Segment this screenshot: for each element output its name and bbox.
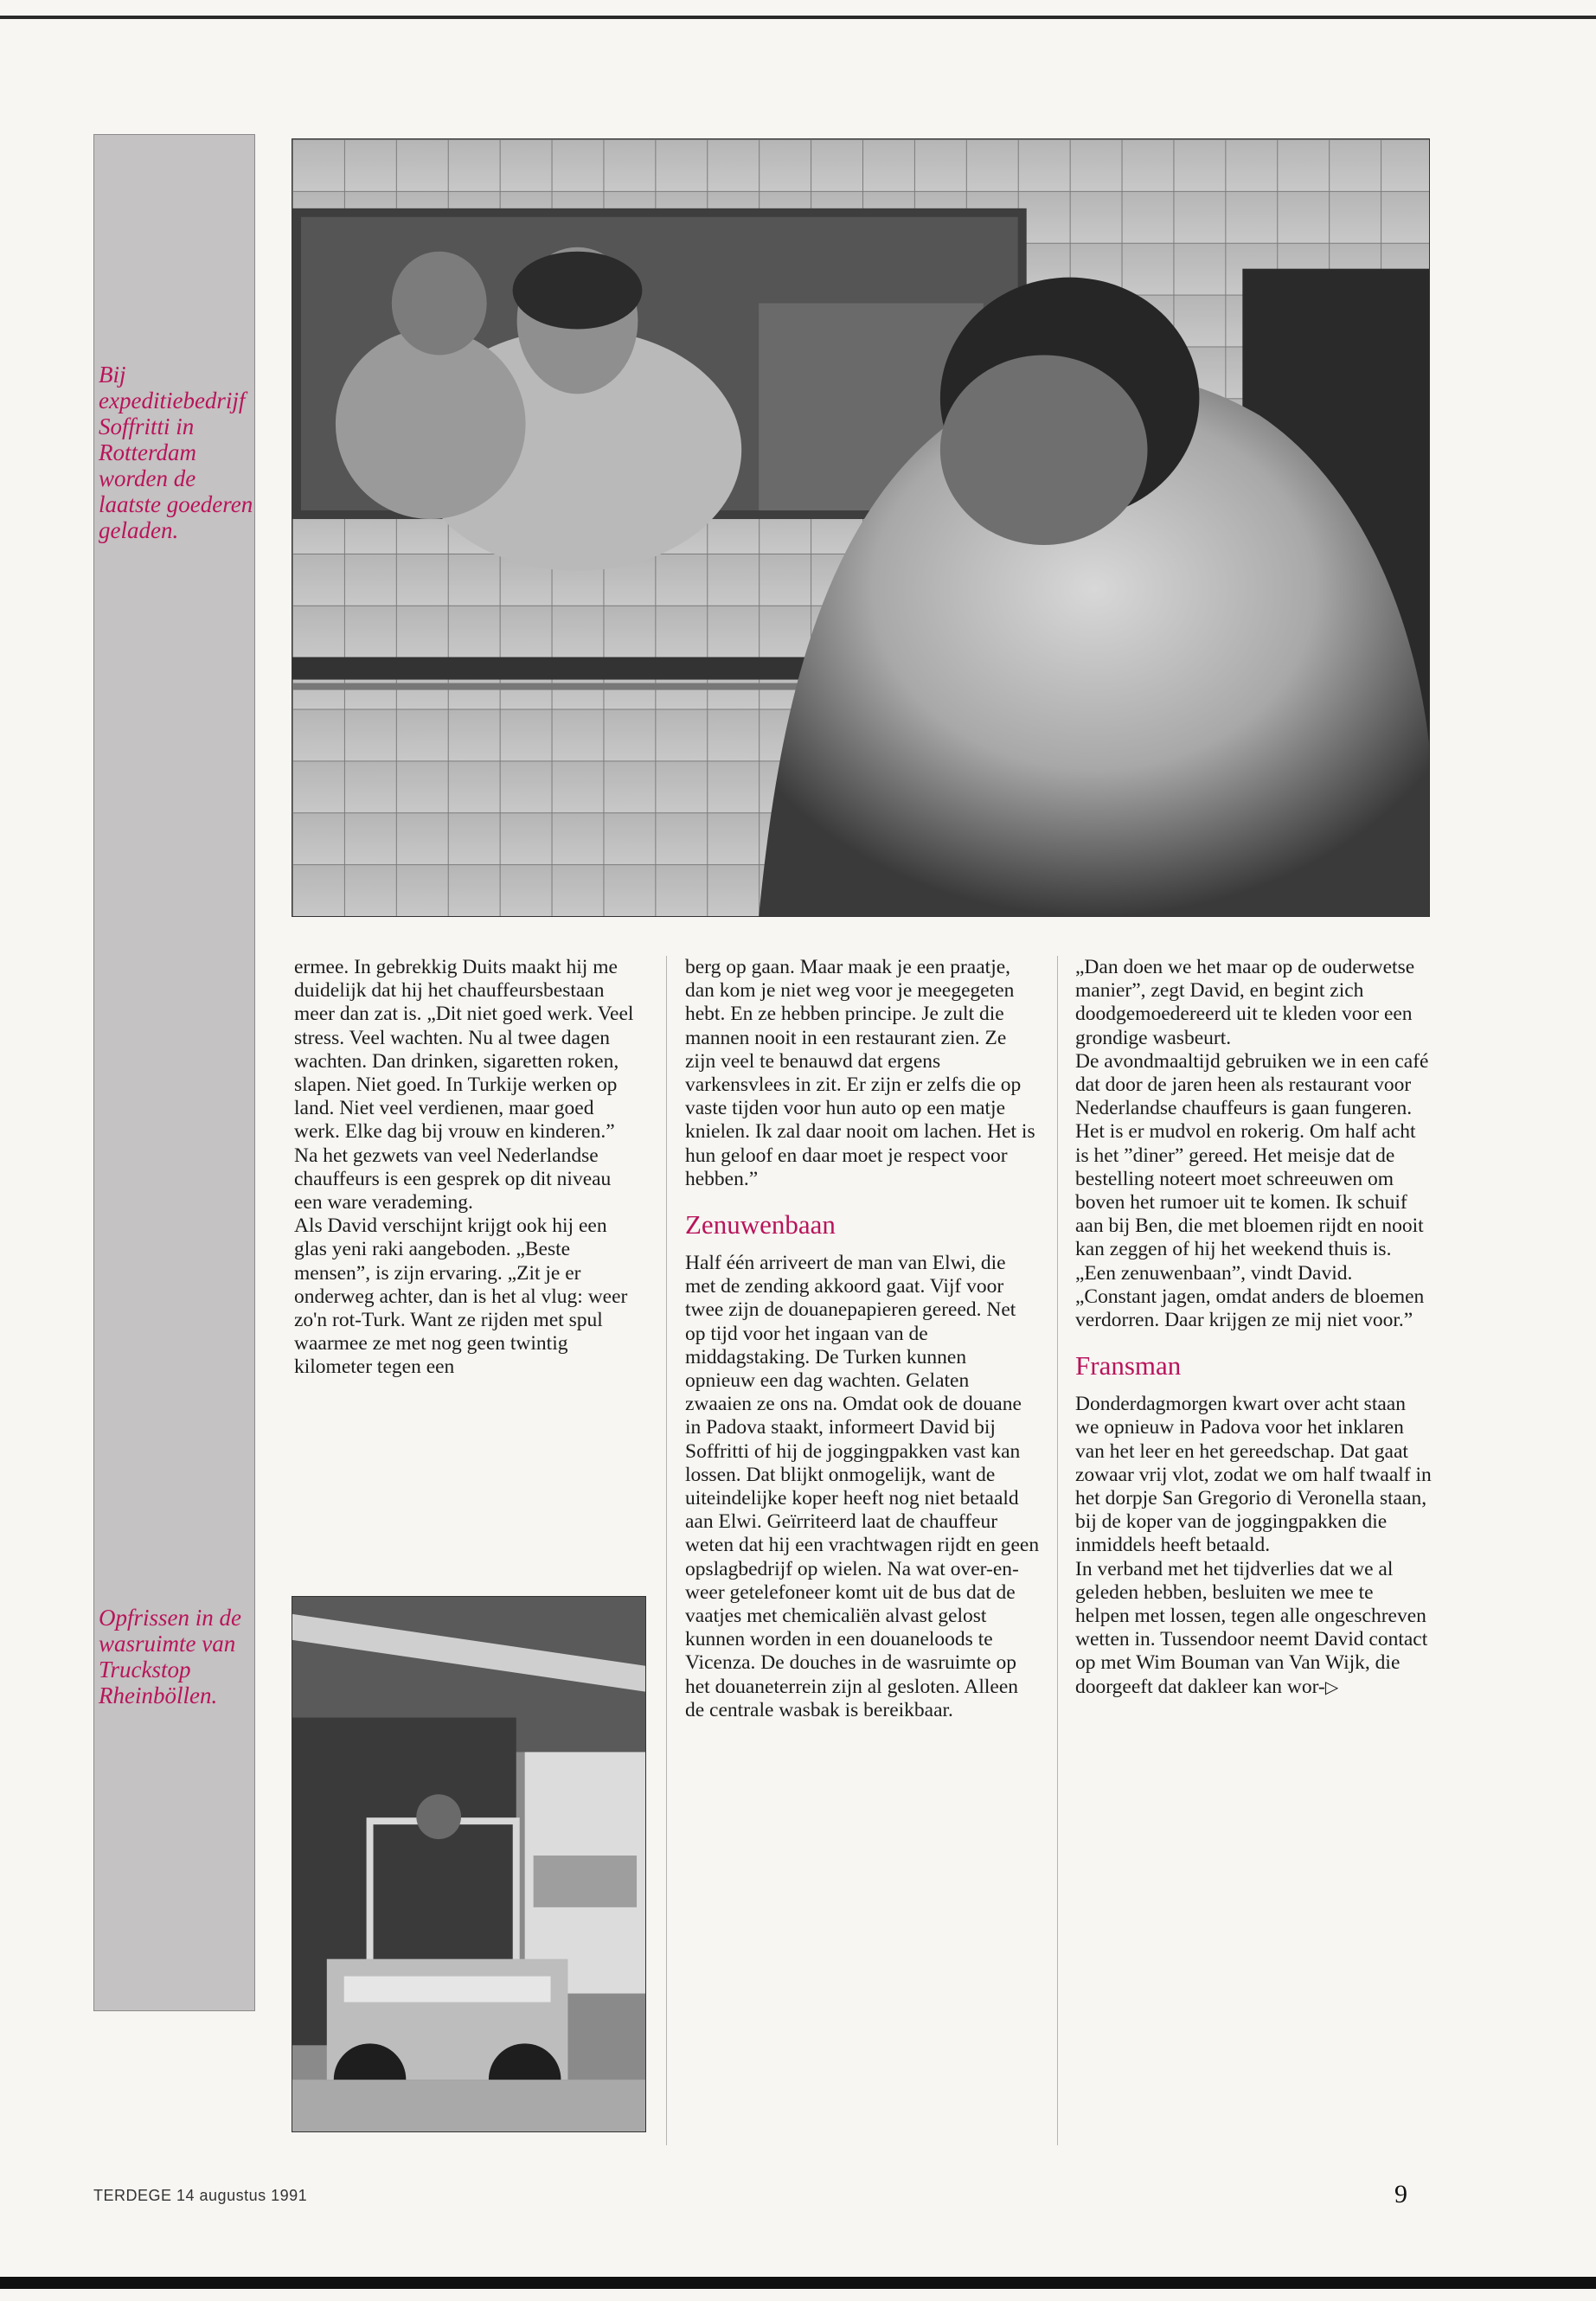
photo-caption-top: Bij expeditiebedrijf Soffritti in Rotterdam worden de laatste goederen geladen. bbox=[99, 362, 253, 543]
paragraph bbox=[1075, 1558, 1432, 1699]
article-column-1 bbox=[294, 956, 638, 1380]
column-divider bbox=[1057, 956, 1058, 2145]
paragraph: Donderdagmorgen kwart over acht staan we opnieuw in Padova voor het inklaren van het leer en het gereedschap. Dat gaat zowaar vrij vlot, zodat we om half twaalf in het dorpje San Gregorio di Veronella staan, bij de koper van de joggingpakken die inmiddels heeft betaald. bbox=[1075, 1393, 1432, 1557]
article-column-2 bbox=[685, 956, 1040, 1722]
paragraph: De avondmaaltijd gebruiken we in een café dat door de jaren heen als restaurant voor Nederlandse chauffeurs is gaan fungeren. Het is er mudvol en rokerig. Om half acht is het ”diner” gereed. Het meisje dat de bestelling noteert moet schreeuwen om boven het rumoer uit te komen. Ik schuif aan bij Ben, die met bloemen rijdt en nooit kan zeggen of hij het weekend thuis is. „Een zenuwenbaan”, vindt David. „Constant jagen, omdat anders de bloemen verdorren. Daar krijgen ze mij niet voor.” bbox=[1075, 1049, 1429, 1332]
paragraph: Half één arriveert de man van Elwi, die met de zending akkoord gaat. Vijf voor twee zijn de douanepapieren gereed. Net op tijd voor het ingaan van de middagstaking. De Turken kunnen opnieuw een dag wachten. Gelaten zwaaien ze ons na. Omdat ook de douane in Padova staakt, informeert David bij Soffritti of hij de joggingpakken vast kan lossen. Dat blijkt onmogelijk, want de uiteindelijke koper heeft nog niet betaald aan Elwi. Geïrriteerd laat de chauffeur weten dat hij een vrachtwagen rijdt en geen opslagbedrijf op wielen. Na wat over-en-weer getelefoneer komt uit de bus dat de vaatjes met chemicaliën alvast gelost kunnen worden in een douaneloods te Vicenza. De douches in de wasruimte op het douaneterrein zijn al gesloten. Alleen de centrale wasbak is bereikbaar. bbox=[685, 1252, 1040, 1721]
paragraph: ermee. In gebrekkig Duits maakt hij me duidelijk dat hij het chauffeursbestaan meer dan zat is. „Dit niet goed werk. Veel stress. Veel wachten. Nu al twee dagen wachten. Dan drinken, sigaretten roken, slapen. Niet goed. In Turkije werken op land. Niet veel verdienen, maar goed werk. Elke dag bij vrouw en kinderen.” Na het gezwets van veel Nederlandse chauffeurs is een gesprek op dit niveau een ware verademing. bbox=[294, 956, 634, 1215]
washroom-mirror-photo bbox=[292, 138, 1430, 917]
paragraph: Als David verschijnt krijgt ook hij een glas yeni raki aangeboden. „Beste mensen”, is zijn ervaring. „Zit je er onderweg achter, dan is het al vlug: weer zo'n rot-Turk. Want ze rijden met spul waarmee ze met nog geen twintig kilometer tegen een bbox=[294, 1215, 628, 1379]
article-column-3 bbox=[1075, 956, 1432, 1699]
publication-footer: TERDEGE 14 augustus 1991 bbox=[93, 2187, 308, 2204]
photo-caption-bottom: Opfrissen in de wasruimte van Truckstop Rheinböllen. bbox=[99, 1605, 241, 1708]
page-number: 9 bbox=[1394, 2180, 1407, 2208]
paragraph-text: In verband met het tijdverlies dat we al geleden hebben, besluiten we mee te helpen met lossen, tegen alle ongeschreven wetten in. Tussendoor neemt David contact op met Wim Bouman van Van Wijk, die doorgeeft dat dakleer kan wor- bbox=[1075, 1557, 1428, 1698]
paragraph: „Dan doen we het maar op de ouderwetse manier”, zegt David, en begint zich doodgemoedereerd uit te kleden voor een grondige wasbeurt. bbox=[1075, 956, 1415, 1049]
continue-arrow-icon: ▷ bbox=[1324, 1676, 1339, 1697]
top-rule bbox=[0, 16, 1596, 19]
subheading: Zenuwenbaan bbox=[685, 1209, 836, 1240]
bottom-rule bbox=[0, 2277, 1596, 2289]
paragraph: berg op gaan. Maar maak je een praatje, dan kom je niet weg voor je meegegeten hebt. En ze hebben principe. Je zult die mannen nooit in een restaurant zien. Ze zijn veel te benauwd dat ergens varkensvlees in zit. Er zijn er zelfs die op vaste tijden voor hun auto op een matje knielen. Ik zal daar nooit om lachen. Het is hun geloof en daar moet je respect voor hebben.” bbox=[685, 956, 1035, 1190]
forklift-loading-photo bbox=[292, 1596, 646, 2132]
column-divider bbox=[666, 956, 667, 2145]
subheading: Fransman bbox=[1075, 1350, 1182, 1381]
